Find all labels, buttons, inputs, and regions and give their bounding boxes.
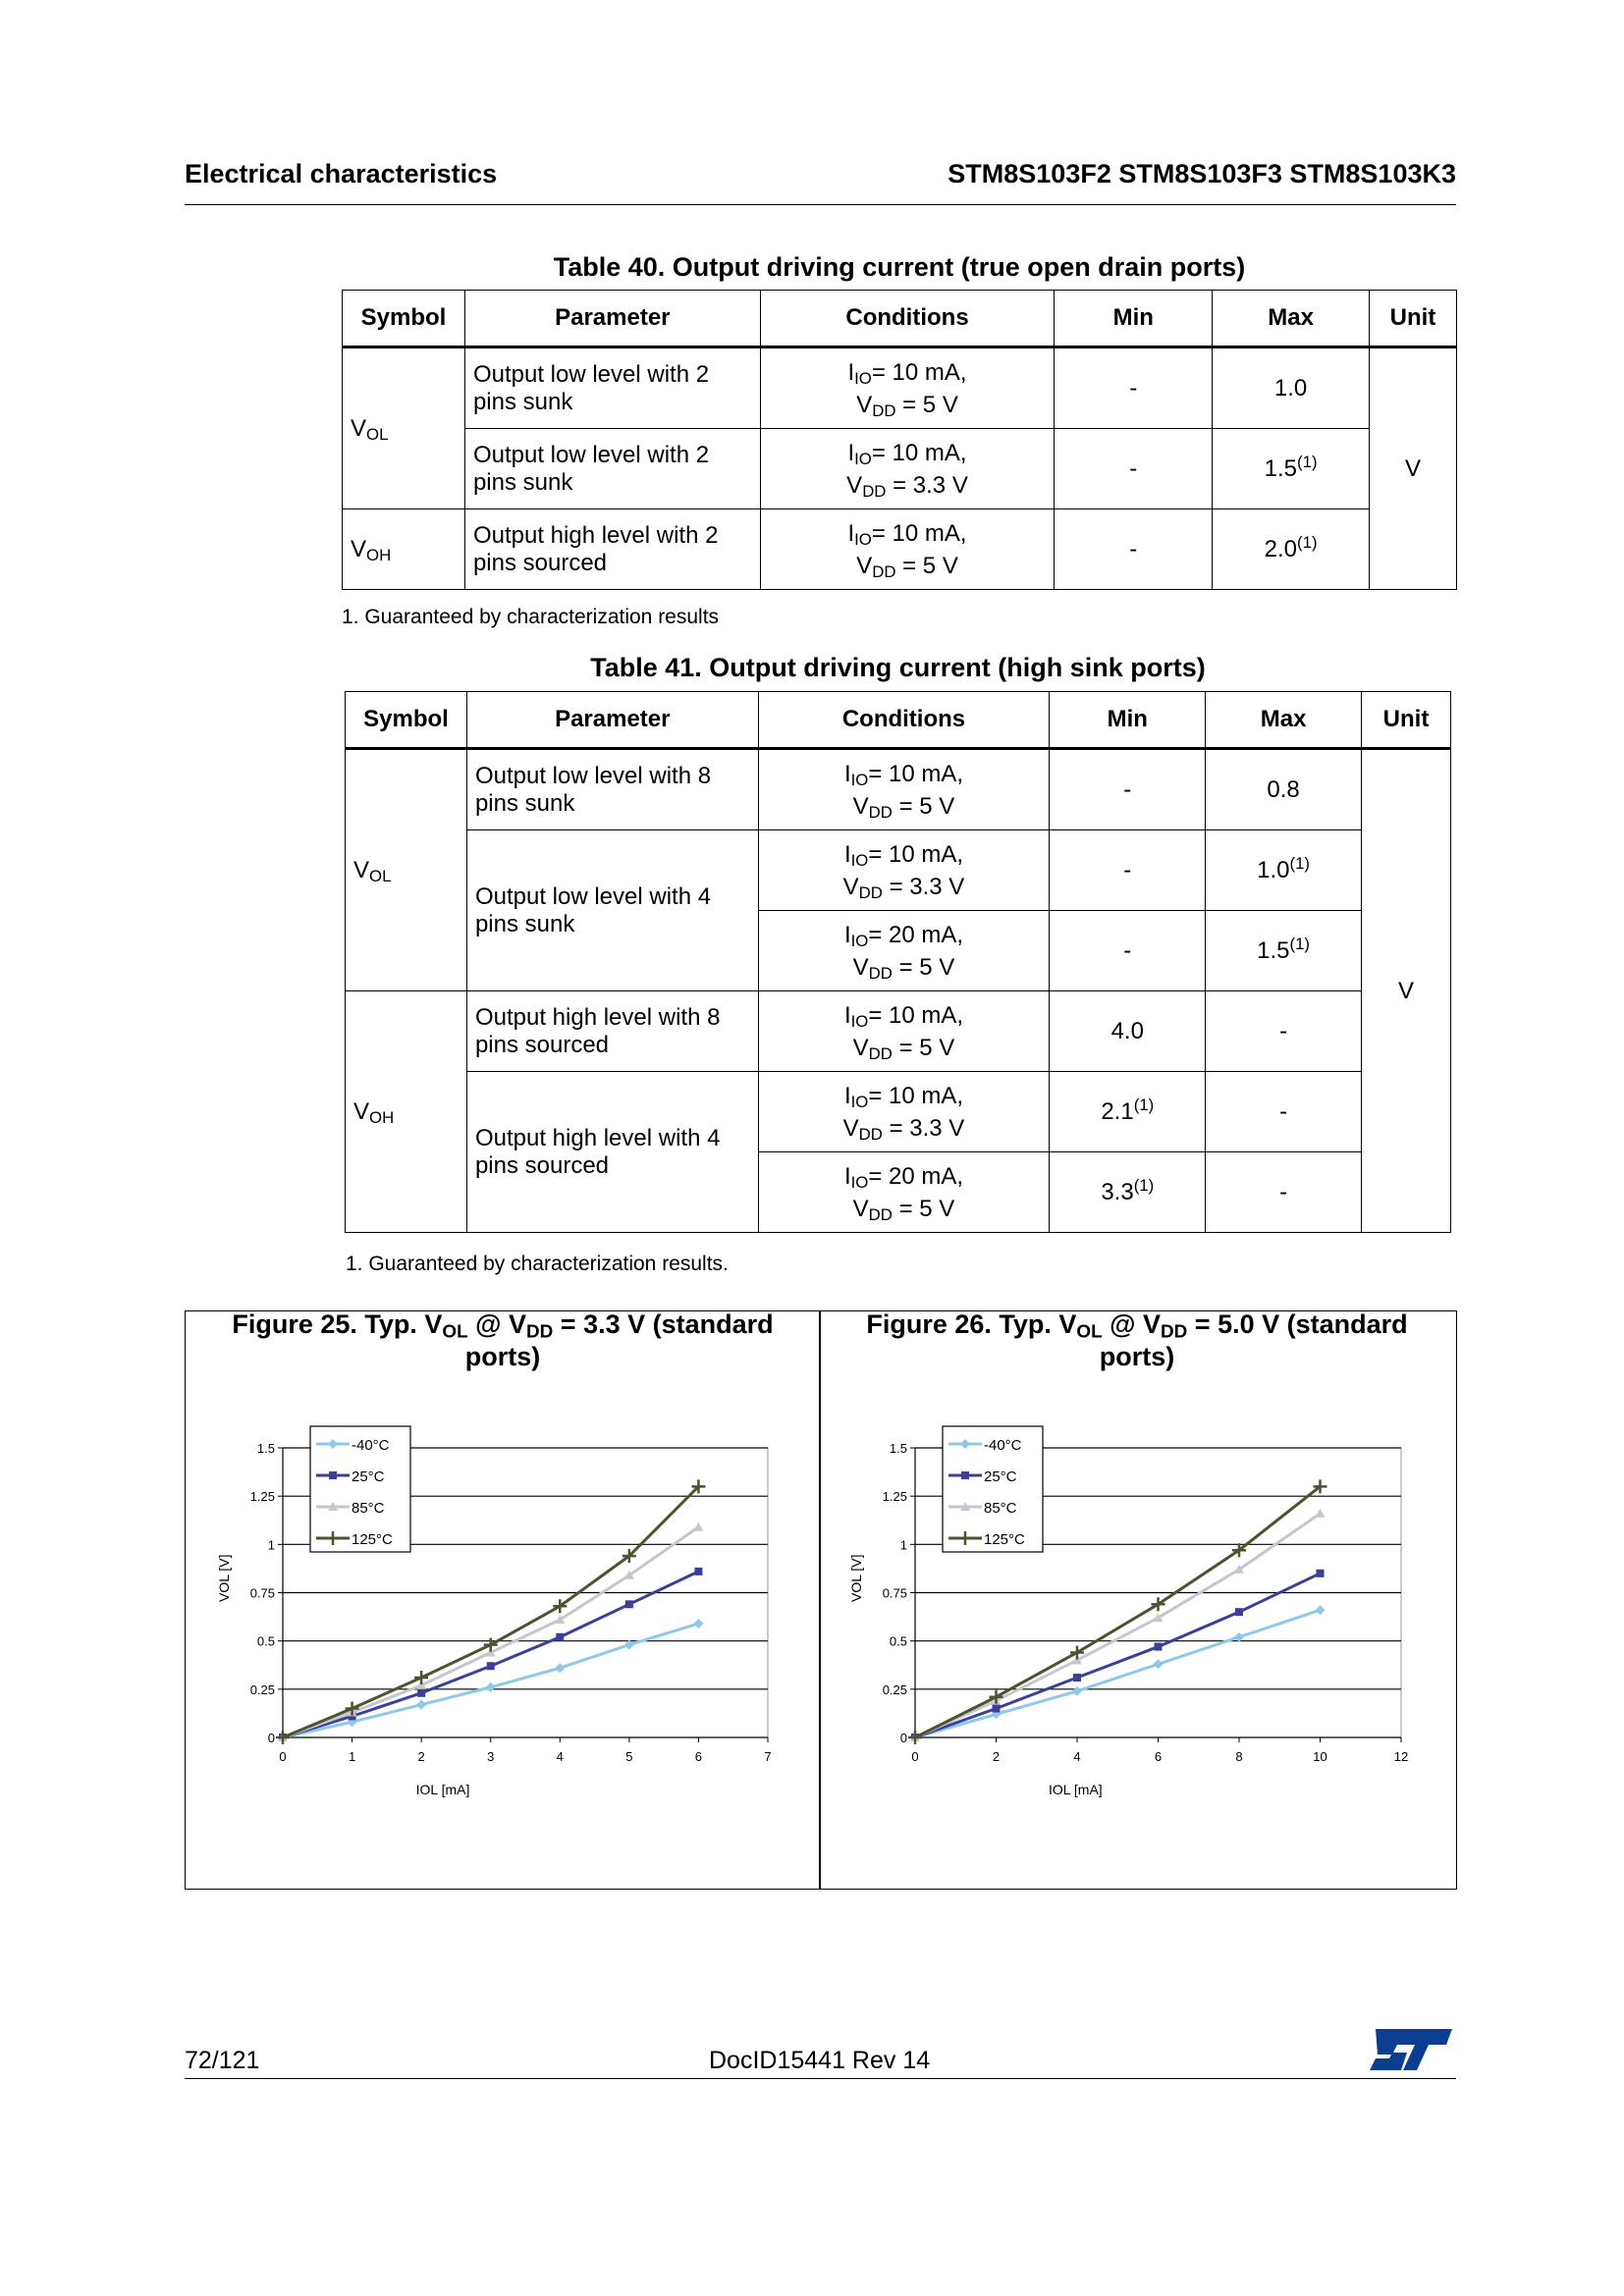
legend-label: -40°C (352, 1437, 390, 1454)
y-tick-label: 0.75 (882, 1585, 907, 1601)
page-number: 72/121 (185, 2047, 260, 2074)
table41-condition: $I_{IO}= 10$ mA, $V_{DD} = 5$ V (758, 749, 1050, 830)
table41-condition: $I_{IO}= 20$ mA, $V_{DD} = 5$ V (758, 911, 1050, 991)
table41-col-min: Min (1050, 692, 1206, 749)
table41-unit: V (1362, 749, 1451, 1233)
y-tick-label: 0.75 (249, 1585, 275, 1601)
x-tick-label: 6 (1154, 1749, 1163, 1764)
table41-min: 3.3$^{(1)}$ (1050, 1152, 1206, 1233)
x-tick-label: 2 (417, 1749, 425, 1764)
table41-col-max: Max (1206, 692, 1362, 749)
table40-condition: $I_{IO}= 10$ mA, $V_{DD} = 5$ V (760, 347, 1055, 429)
table40-param: Output low level with 2 pins sunk (464, 347, 760, 429)
table41 (345, 691, 1451, 1233)
table40-min: - (1055, 429, 1213, 509)
table40-condition: $I_{IO}= 10$ mA, $V_{DD} = 5$ V (760, 509, 1055, 590)
y-tick-label: 0.25 (882, 1682, 907, 1697)
x-tick-label: 1 (348, 1749, 356, 1764)
table40-caption: Table 40. Output driving current (true open drain ports) (553, 252, 1246, 282)
table41-min: - (1050, 749, 1206, 830)
legend-label: 85°C (352, 1500, 385, 1517)
table41-header-row (346, 692, 1451, 749)
y-tick-label: 1.5 (256, 1441, 275, 1456)
figure26-chart (830, 1404, 1443, 1875)
data-point (625, 1600, 633, 1608)
table41-param: Output low level with 4 pins sunk (466, 830, 758, 991)
table40-col-max: Max (1213, 291, 1370, 347)
y-axis-label: VOL [V] (216, 1554, 232, 1603)
x-tick-label: 12 (1393, 1749, 1409, 1764)
table40-max: 1.0 (1213, 347, 1370, 429)
table41-min: 4.0 (1050, 991, 1206, 1072)
table40-symbol-vol: $V_{OL}$ (343, 347, 465, 509)
y-tick-label: 1.25 (882, 1489, 907, 1505)
figure25-caption: Figure 25. Typ. $V_{OL}$ @ $V_{DD} = 3.3$ V (standard ports) (232, 1309, 774, 1371)
section-title: Electrical characteristics (185, 159, 498, 188)
table40-unit: V (1370, 347, 1457, 590)
figure26-caption: Figure 26. Typ. $V_{OL}$ @ $V_{DD} = 5.0$ V (standard ports) (866, 1309, 1408, 1371)
table41-caption: Table 41. Output driving current (high sink ports) (590, 653, 1206, 682)
legend (310, 1426, 410, 1552)
table40-col-symbol: Symbol (343, 291, 465, 347)
data-point (1073, 1674, 1081, 1682)
y-axis-label: VOL [V] (848, 1554, 864, 1603)
table41-param: Output high level with 8 pins sourced (466, 991, 758, 1072)
table40-col-conditions: Conditions (760, 291, 1055, 347)
table41-col-symbol: Symbol (346, 692, 467, 749)
table40-min: - (1055, 509, 1213, 590)
data-point (993, 1705, 1001, 1713)
data-point (1317, 1570, 1325, 1577)
st-logo (1368, 2027, 1454, 2072)
table40-param: Output low level with 2 pins sunk (464, 429, 760, 509)
table41-param: Output low level with 8 pins sunk (466, 749, 758, 830)
x-tick-label: 0 (279, 1749, 287, 1764)
table41-col-parameter: Parameter (466, 692, 758, 749)
table40-condition: $I_{IO}= 10$ mA, $V_{DD} = 3.3$ V (760, 429, 1055, 509)
x-tick-label: 7 (764, 1749, 772, 1764)
table41-max: 1.5$^{(1)}$ (1206, 911, 1362, 991)
table41-param: Output high level with 4 pins sourced (466, 1072, 758, 1233)
data-point (556, 1633, 564, 1641)
table41-symbol-voh: $V_{OH}$ (346, 991, 467, 1233)
x-tick-label: 0 (911, 1749, 919, 1764)
data-point (1155, 1643, 1163, 1651)
x-tick-label: 6 (694, 1749, 703, 1764)
legend-label: 85°C (984, 1500, 1017, 1517)
doc-id: DocID15441 Rev 14 (709, 2047, 931, 2074)
data-point (417, 1689, 425, 1697)
table41-max: - (1206, 1152, 1362, 1233)
legend (943, 1426, 1043, 1552)
table41-condition: $I_{IO}= 10$ mA, $V_{DD} = 3.3$ V (758, 1072, 1050, 1152)
legend-label: 25°C (352, 1468, 385, 1485)
table-row (343, 509, 1457, 590)
table40-min: - (1055, 347, 1213, 429)
table41-max: 0.8 (1206, 749, 1362, 830)
data-point (694, 1568, 702, 1575)
table40-col-unit: Unit (1370, 291, 1457, 347)
legend-marker (329, 1471, 337, 1479)
x-tick-label: 5 (625, 1749, 633, 1764)
data-point (487, 1662, 495, 1670)
x-tick-label: 10 (1313, 1749, 1327, 1764)
table40-footnote: 1. Guaranteed by characterization results (342, 606, 720, 628)
y-tick-label: 0.25 (249, 1682, 275, 1697)
y-tick-label: 0 (267, 1731, 275, 1745)
table41-min: - (1050, 911, 1206, 991)
y-tick-label: 0 (899, 1731, 907, 1745)
device-title: STM8S103F2 STM8S103F3 STM8S103K3 (947, 159, 1456, 188)
y-tick-label: 0.5 (256, 1633, 275, 1649)
table41-max: - (1206, 991, 1362, 1072)
table41-condition: $I_{IO}= 20$ mA, $V_{DD} = 5$ V (758, 1152, 1050, 1233)
footer-rule (185, 2078, 1456, 2079)
figure25-chart (196, 1404, 805, 1875)
y-tick-label: 1.25 (249, 1489, 275, 1505)
header-rule (185, 204, 1456, 205)
table40-param: Output high level with 2 pins sourced (464, 509, 760, 590)
table41-min: - (1050, 830, 1206, 911)
x-axis-label: IOL [mA] (1048, 1782, 1103, 1797)
legend-marker (961, 1471, 969, 1479)
legend-label: -40°C (984, 1437, 1022, 1454)
x-tick-label: 4 (556, 1749, 564, 1764)
table-row (346, 991, 1451, 1072)
table-row (343, 347, 1457, 429)
x-tick-label: 4 (1073, 1749, 1081, 1764)
x-tick-label: 3 (487, 1749, 495, 1764)
table41-min: 2.1$^{(1)}$ (1050, 1072, 1206, 1152)
y-tick-label: 1 (267, 1537, 275, 1553)
table40 (342, 290, 1457, 590)
x-axis-label: IOL [mA] (415, 1782, 470, 1797)
y-tick-label: 1 (899, 1537, 907, 1553)
legend-label: 25°C (984, 1468, 1017, 1485)
table-row (343, 429, 1457, 509)
legend-label: 125°C (984, 1531, 1025, 1548)
y-tick-label: 0.5 (889, 1633, 907, 1649)
table40-max: 1.5$^{(1)}$ (1213, 429, 1370, 509)
table40-col-min: Min (1055, 291, 1213, 347)
table41-symbol-vol: $V_{OL}$ (346, 749, 467, 991)
y-tick-label: 1.5 (889, 1441, 907, 1456)
x-tick-label: 2 (992, 1749, 1001, 1764)
table-row (346, 1072, 1451, 1152)
table41-condition: $I_{IO}= 10$ mA, $V_{DD} = 5$ V (758, 991, 1050, 1072)
data-point (1235, 1608, 1243, 1616)
x-tick-label: 8 (1235, 1749, 1243, 1764)
table41-max: - (1206, 1072, 1362, 1152)
table40-max: 2.0$^{(1)}$ (1213, 509, 1370, 590)
table-row (346, 830, 1451, 911)
table41-col-conditions: Conditions (758, 692, 1050, 749)
table41-condition: $I_{IO}= 10$ mA, $V_{DD} = 3.3$ V (758, 830, 1050, 911)
legend-label: 125°C (352, 1531, 393, 1548)
table-row (346, 749, 1451, 830)
table41-col-unit: Unit (1362, 692, 1451, 749)
table40-col-parameter: Parameter (464, 291, 760, 347)
table41-footnote: 1. Guaranteed by characterization results. (346, 1253, 729, 1275)
table40-header-row (343, 291, 1457, 347)
table41-max: 1.0$^{(1)}$ (1206, 830, 1362, 911)
table40-symbol-voh: $V_{OH}$ (343, 509, 465, 590)
